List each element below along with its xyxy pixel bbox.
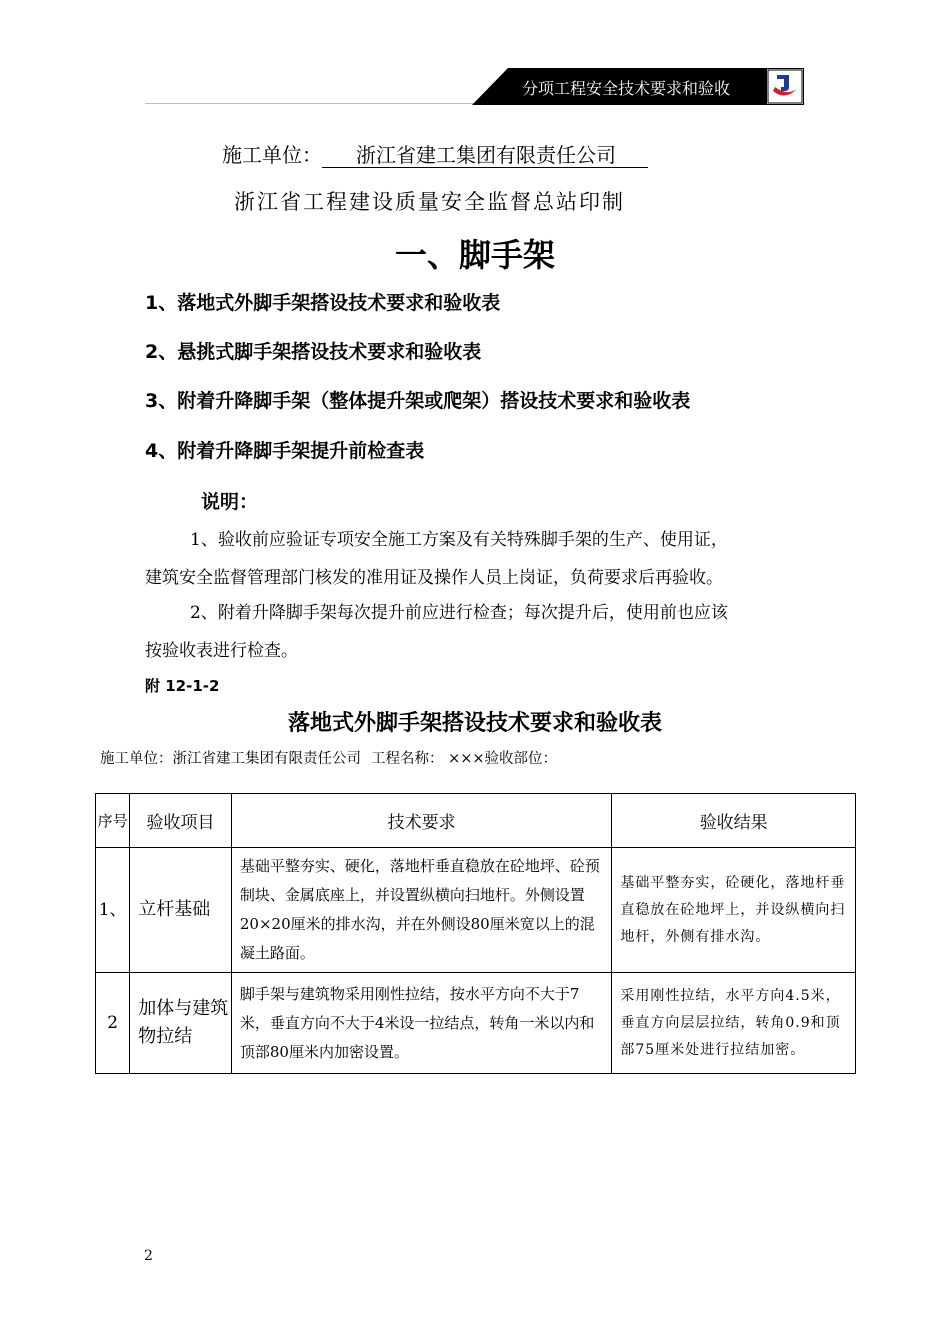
row-item: 立杆基础 — [130, 848, 232, 973]
notes-heading: 说明： — [201, 491, 259, 513]
table-row — [96, 973, 856, 1074]
construction-unit-label: 施工单位： — [222, 143, 322, 167]
toc-item: 4、附着升降脚手架提升前检查表 — [145, 440, 425, 462]
note-line: 建筑安全监督管理部门核发的准用证及操作人员上岗证，负荷要求后再验收。 — [145, 568, 723, 588]
note-line: 1、验收前应验证专项安全施工方案及有关特殊脚手架的生产、使用证， — [190, 530, 728, 550]
row-result: 采用刚性拉结，水平方向4.5米，垂直方向层层拉结，转角0.9和顶部75厘米处进行拉结加密。 — [612, 973, 856, 1074]
construction-unit-line — [222, 139, 648, 168]
header-requirement: 技术要求 — [231, 794, 612, 848]
row-seq: 1、 — [96, 848, 130, 973]
form-unit: 施工单位：浙江省建工集团有限责任公司 — [100, 751, 361, 767]
toc-item: 1、落地式外脚手架搭设技术要求和验收表 — [145, 292, 501, 314]
section-title: 一、脚手架 — [394, 236, 555, 274]
header-seq: 序号 — [96, 794, 130, 848]
form-title: 落地式外脚手架搭设技术要求和验收表 — [287, 711, 662, 736]
header-item: 验收项目 — [130, 794, 232, 848]
appendix-number: 附 12-1-2 — [145, 677, 220, 695]
row-requirement: 脚手架与建筑物采用刚性拉结，按水平方向不大于7米，垂直方向不大于4米设一拉结点，转角一米以内和顶部80厘米内加密设置。 — [231, 973, 612, 1074]
acceptance-table — [95, 793, 856, 1074]
row-seq: 2 — [96, 973, 130, 1074]
toc-item: 3、附着升降脚手架（整体提升架或爬架）搭设技术要求和验收表 — [145, 390, 691, 412]
header-result: 验收结果 — [612, 794, 856, 848]
table-header-row — [96, 794, 856, 848]
row-requirement: 基础平整夯实、硬化，落地杆垂直稳放在砼地坪、砼预制块、金属底座上，并设置纵横向扫地杆。外侧设置20×20厘米的排水沟，并在外侧设80厘米宽以上的混凝土路面。 — [231, 848, 612, 973]
row-result: 基础平整夯实，砼硬化，落地杆垂直稳放在砼地坪上，并设纵横向扫地杆，外侧有排水沟。 — [612, 848, 856, 973]
logo-icon — [767, 69, 803, 104]
toc-item: 2、悬挑式脚手架搭设技术要求和验收表 — [145, 341, 482, 363]
form-project: 工程名称： ×××验收部位： — [371, 751, 558, 767]
row-item: 加体与建筑物拉结 — [130, 973, 232, 1074]
printer-line: 浙江省工程建设质量安全监督总站印制 — [234, 190, 625, 214]
construction-unit-value: 浙江省建工集团有限责任公司 — [322, 143, 648, 168]
company-logo — [767, 69, 803, 104]
note-line: 2、附着升降脚手架每次提升前应进行检查；每次提升后，使用前也应该 — [190, 603, 728, 623]
note-line: 按验收表进行检查。 — [145, 641, 298, 661]
header-title: 分项工程安全技术要求和验收 — [522, 79, 731, 98]
form-info — [100, 747, 557, 768]
table-row — [96, 848, 856, 973]
page-number: 2 — [144, 1248, 153, 1264]
